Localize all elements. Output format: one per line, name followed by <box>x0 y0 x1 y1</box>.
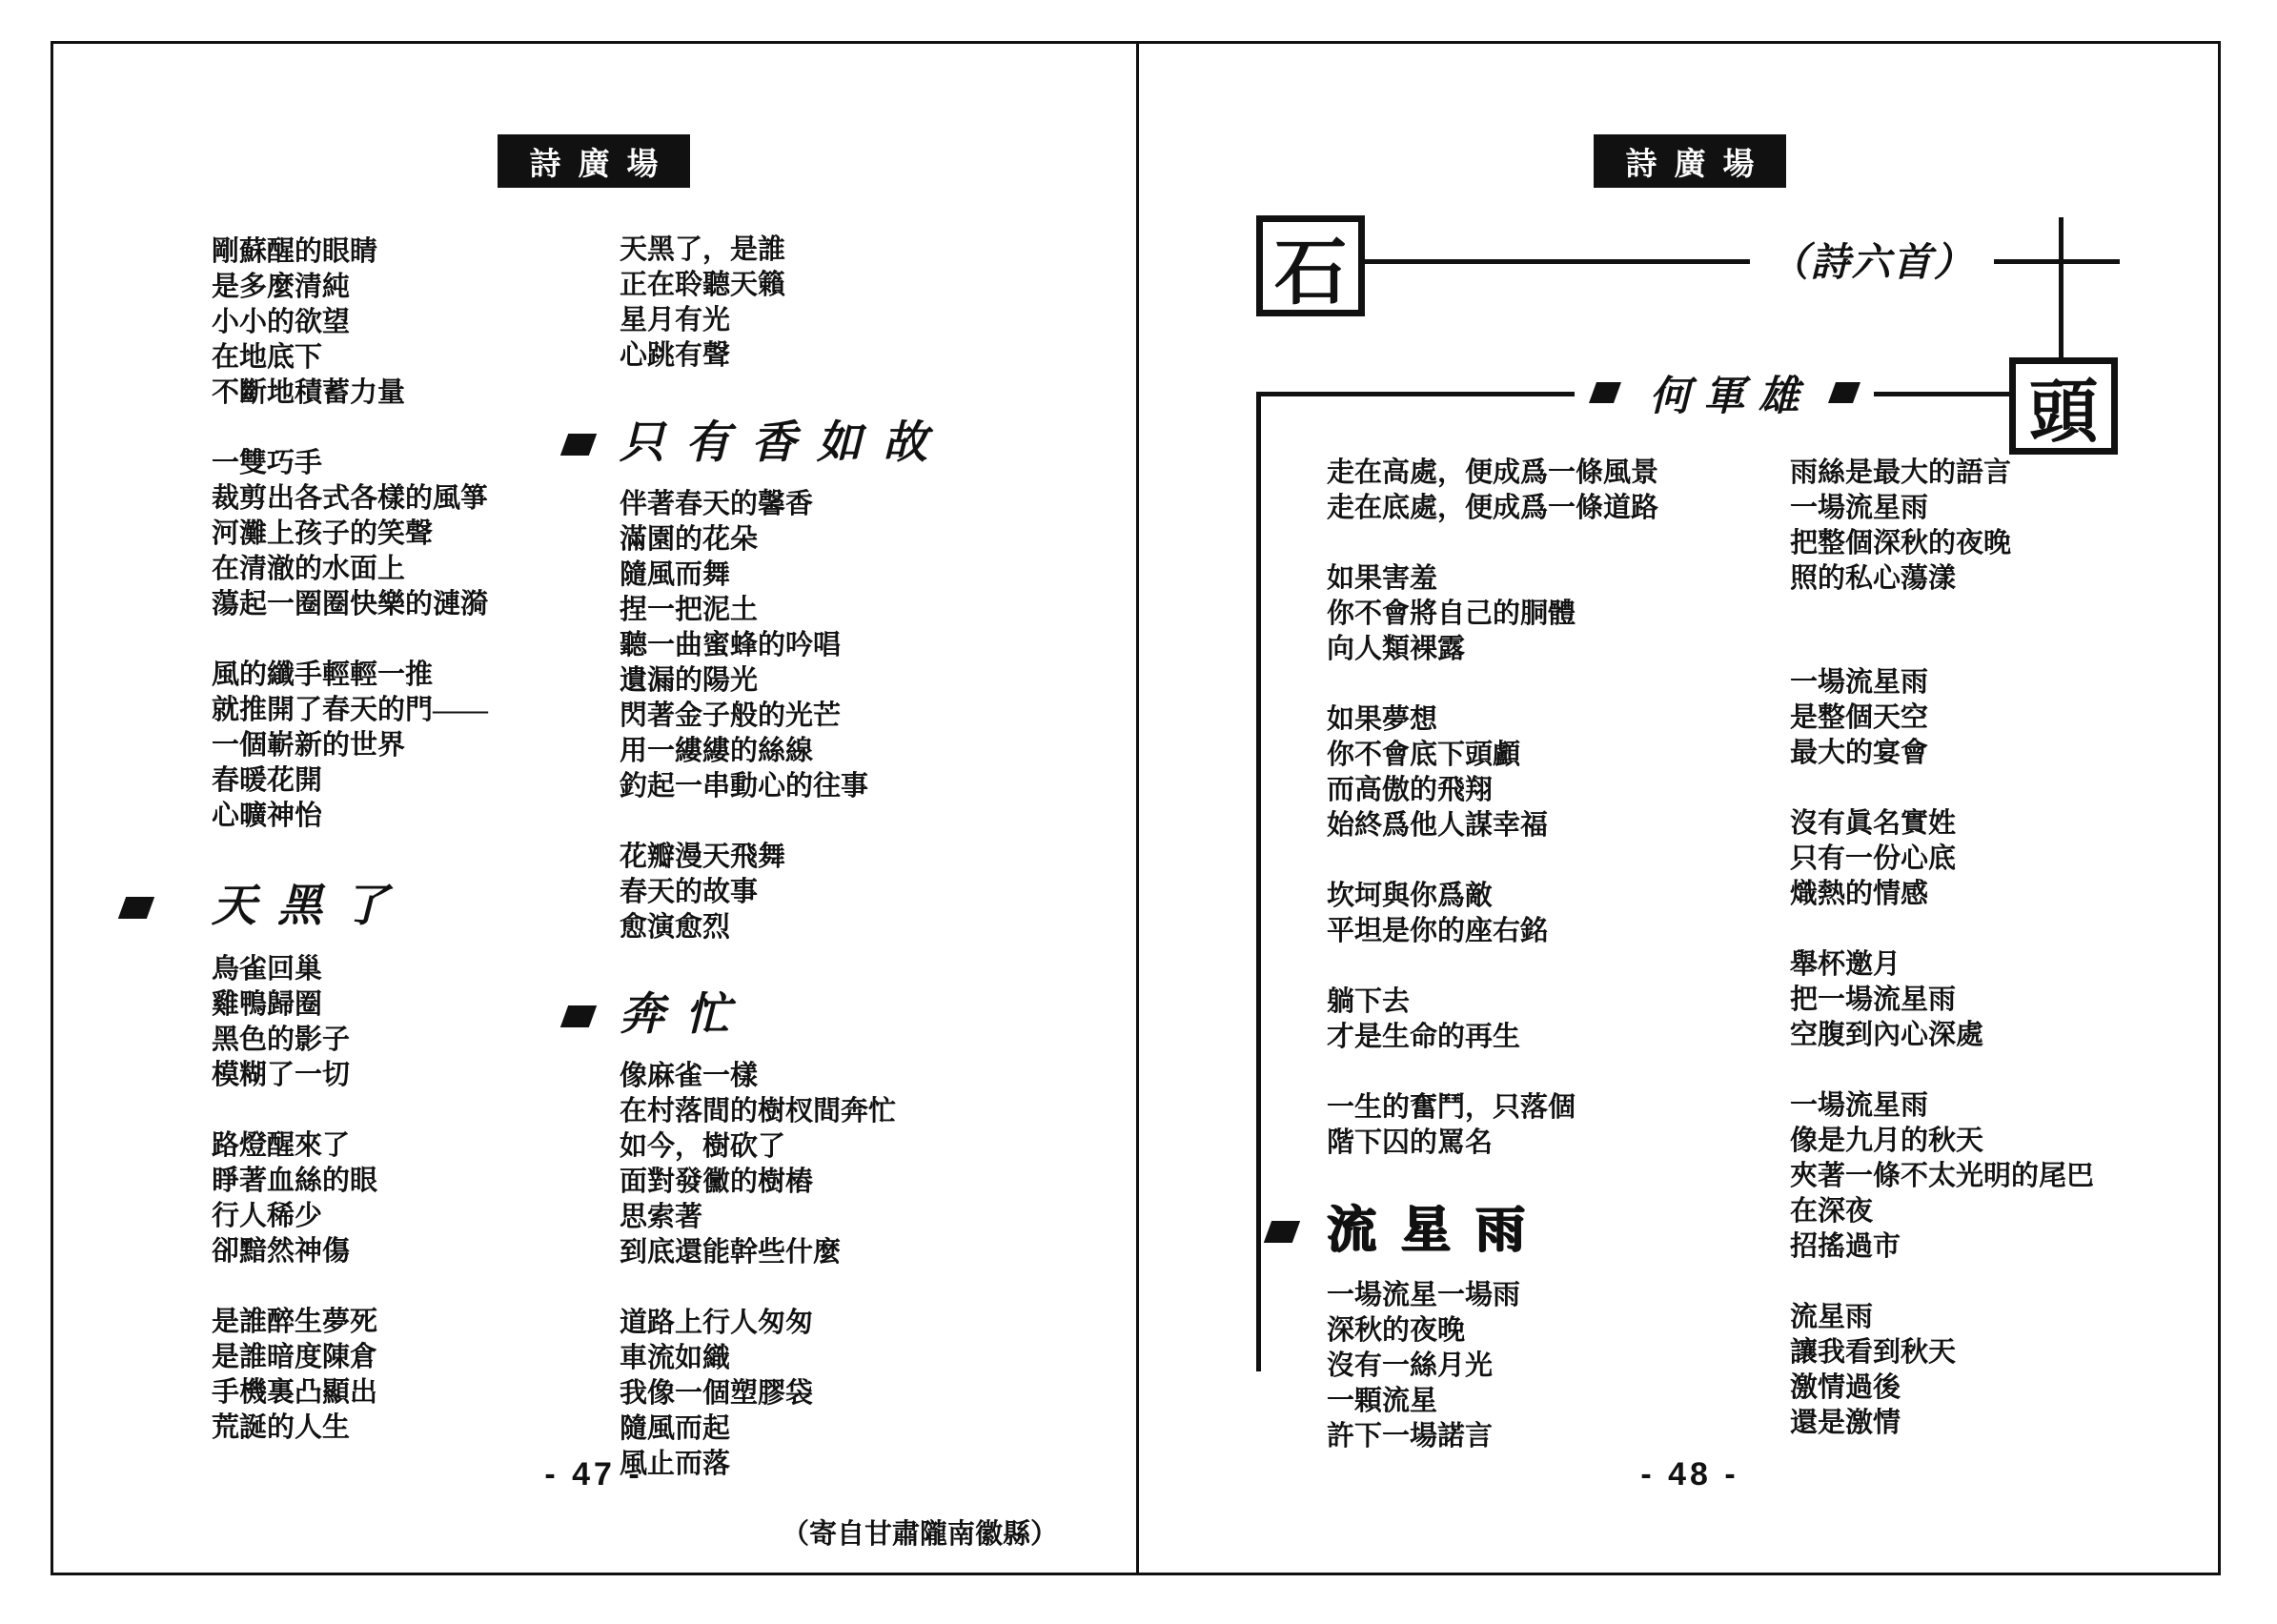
poem-line: 在村落間的樹杈間奔忙 <box>620 1096 897 1127</box>
poem-line: 把整個深秋的夜晚 <box>1790 528 2012 558</box>
poem-title <box>620 409 1115 477</box>
poem-line: 一個嶄新的世界 <box>212 730 406 761</box>
stanza <box>1790 947 2238 1053</box>
poem-line: 在地底下 <box>212 342 323 373</box>
poem-line: 心跳有聲 <box>620 340 731 371</box>
poem-line: 雨絲是最大的語言 <box>1790 457 2012 488</box>
poem-line: 春天的故事 <box>620 877 759 907</box>
poem-line: 走在底處，便成爲一條道路 <box>1327 493 1659 523</box>
poem-line: 空腹到內心深處 <box>1790 1020 1984 1050</box>
poem-line: 愈演愈烈 <box>620 912 731 943</box>
stanza <box>212 658 612 834</box>
poem-line: 如果夢想 <box>1327 704 1438 735</box>
poem-line: 閃著金子般的光芒 <box>620 700 842 731</box>
poem-line: 隨風而舞 <box>620 559 731 590</box>
poem-line: 釣起一串動心的往事 <box>620 771 869 802</box>
poem-line: 黑色的影子 <box>212 1025 351 1055</box>
stanza <box>1790 806 2238 912</box>
poem-line: 沒有一絲月光 <box>1327 1350 1494 1381</box>
poem-line: 在深夜 <box>1790 1196 1874 1227</box>
stanza <box>620 1306 1115 1482</box>
poem-count-subtitle: （詩六首） <box>1750 231 1994 287</box>
poem-line: 我像一個塑膠袋 <box>620 1378 814 1409</box>
poem-line: 睜著血絲的眼 <box>212 1166 378 1196</box>
poem-line: 階下囚的罵名 <box>1327 1127 1494 1158</box>
poem-line: 天黑了，是誰 <box>620 234 786 265</box>
poem-line: 夾著一條不太光明的尾巴 <box>1790 1161 2095 1191</box>
poem-line: 沒有眞名實姓 <box>1790 808 1957 839</box>
poem-line: 熾熱的情感 <box>1790 879 1929 909</box>
poem-line: 春暖花開 <box>212 765 323 796</box>
poem-line: 蕩起一圈圈快樂的漣漪 <box>212 589 489 619</box>
stanza <box>1327 879 1860 949</box>
stanza <box>1790 456 2238 597</box>
poem-line: 深秋的夜晚 <box>1327 1315 1466 1346</box>
poem-title-text: 天黑了 <box>212 881 409 931</box>
section-header-left <box>498 134 690 188</box>
author-connector-line <box>1874 392 2009 396</box>
poem-line: 激情過後 <box>1790 1372 1901 1403</box>
poem-line: 心曠神怡 <box>212 801 323 831</box>
stanza <box>212 446 612 622</box>
title-connector-line <box>2059 217 2064 357</box>
sender-attribution: （寄自甘肅隴南徽縣） <box>781 1519 1058 1550</box>
stanza <box>1327 456 1860 526</box>
poem-line: 風止而落 <box>620 1449 731 1479</box>
poem-line: 伴著春天的馨香 <box>620 489 814 519</box>
poem-line: 思索著 <box>620 1202 703 1232</box>
poem-line: 像是九月的秋天 <box>1790 1126 1984 1156</box>
poem-line: 把一場流星雨 <box>1790 985 1957 1015</box>
poem-title <box>1327 1196 1860 1265</box>
stanza <box>212 952 612 1093</box>
poem-line: 車流如織 <box>620 1343 731 1373</box>
poem-line: 而高傲的飛翔 <box>1327 775 1494 805</box>
page-number-48: - 48 - <box>1640 1456 1739 1492</box>
author-row <box>1575 365 1874 420</box>
title-connector-line <box>1994 259 2120 264</box>
poem-line: 小小的欲望 <box>212 307 351 337</box>
poem-line: 手機裏凸顯出 <box>212 1377 378 1408</box>
title-marker-icon <box>1827 382 1860 403</box>
poem-line: 一場流星一場雨 <box>1327 1280 1521 1310</box>
right-page-column-2 <box>1790 456 2238 1476</box>
poem-line: 剛蘇醒的眼睛 <box>212 236 378 267</box>
poem-line: 路燈醒來了 <box>212 1130 351 1161</box>
left-page-column-2 <box>620 233 1115 1553</box>
stanza <box>1790 1300 2238 1441</box>
stanza <box>620 840 1115 945</box>
poem-line: 流星雨 <box>1790 1302 1874 1332</box>
poem-line: 平坦是你的座右銘 <box>1327 916 1549 946</box>
poem-line: 照的私心蕩漾 <box>1790 563 1957 594</box>
poem-line: 始終爲他人謀幸福 <box>1327 810 1549 841</box>
poem-line: 是整個天空 <box>1790 702 1929 733</box>
poem-line: 是誰暗度陳倉 <box>212 1342 378 1372</box>
stanza <box>620 1059 1115 1270</box>
stanza <box>1327 985 1860 1055</box>
poem-line: 用一縷縷的絲線 <box>620 736 814 766</box>
poem-line: 滿園的花朵 <box>620 524 759 555</box>
stanza <box>620 233 1115 374</box>
title-char-box-head <box>2009 357 2118 455</box>
poem-line: 像麻雀一樣 <box>620 1061 759 1091</box>
poem-line: 花瓣漫天飛舞 <box>620 842 786 872</box>
poem-line: 讓我看到秋天 <box>1790 1337 1957 1368</box>
author-connector-line <box>1256 392 1575 396</box>
title-char-box-stone <box>1256 215 1365 316</box>
poem-line: 許下一場諾言 <box>1327 1421 1494 1451</box>
poem-line: 坎坷與你爲敵 <box>1327 881 1494 911</box>
author-name: 何軍雄 <box>1649 374 1813 419</box>
page-number-47: - 47 - <box>544 1456 643 1492</box>
poem-line: 是誰醉生夢死 <box>212 1307 378 1337</box>
poem-line: 鳥雀回巢 <box>212 954 323 985</box>
poem-line: 一雙巧手 <box>212 448 323 478</box>
poem-line: 荒誕的人生 <box>212 1412 351 1443</box>
poem-line: 到底還能幹些什麼 <box>620 1237 842 1268</box>
poem-line: 一顆流星 <box>1327 1386 1438 1416</box>
column-rule <box>1256 392 1261 1371</box>
poem-line: 風的纖手輕輕一推 <box>212 660 434 690</box>
poem-line: 雞鴨歸圈 <box>212 989 323 1020</box>
poem-line: 道路上行人匆匆 <box>620 1308 814 1338</box>
poem-line: 一場流星雨 <box>1790 667 1929 698</box>
left-page-column-1 <box>212 234 612 1481</box>
poem-line: 星月有光 <box>620 305 731 335</box>
poem-line: 隨風而起 <box>620 1413 731 1444</box>
poem-line: 遺漏的陽光 <box>620 665 759 696</box>
stanza <box>212 234 612 411</box>
poem-title-text: 奔忙 <box>620 989 751 1040</box>
title-char-stone: 石 <box>1274 232 1347 314</box>
poem-line: 正在聆聽天籟 <box>620 270 786 300</box>
stanza <box>1327 1090 1860 1161</box>
right-page-column-1 <box>1327 456 1860 1490</box>
section-header-label: 詩廣場 <box>529 145 676 181</box>
poem-title <box>620 981 1115 1049</box>
poem-line: 在清澈的水面上 <box>212 554 406 584</box>
poem-line: 就推開了春天的門—— <box>212 695 489 725</box>
stanza <box>620 487 1115 804</box>
poem-line: 如今，樹砍了 <box>620 1131 786 1162</box>
poem-line: 你不會底下頭顱 <box>1327 740 1521 770</box>
title-connector-line <box>1363 259 1754 264</box>
stanza <box>1790 1088 2238 1265</box>
poem-line: 只有一份心底 <box>1790 843 1957 874</box>
poem-line: 捏一把泥土 <box>620 595 759 625</box>
poem-line: 最大的宴會 <box>1790 738 1929 768</box>
poem-title <box>212 872 612 941</box>
poem-line: 躺下去 <box>1327 986 1411 1017</box>
poem-line: 模糊了一切 <box>212 1060 351 1090</box>
poem-line: 舉杯邀月 <box>1790 949 1901 980</box>
poem-line: 如果害羞 <box>1327 563 1438 594</box>
poem-line: 向人類裸露 <box>1327 634 1466 664</box>
poem-line: 面對發黴的樹樁 <box>620 1167 814 1197</box>
stanza <box>1790 665 2238 771</box>
poem-line: 走在高處，便成爲一條風景 <box>1327 457 1659 488</box>
poem-line: 不斷地積蓄力量 <box>212 377 406 408</box>
stanza <box>1327 561 1860 667</box>
poem-line: 還是激情 <box>1790 1408 1901 1438</box>
poem-line: 一生的奮鬥，只落個 <box>1327 1092 1576 1123</box>
title-char-head: 頭 <box>2028 375 2098 451</box>
poem-title-text: 只有香如故 <box>620 417 948 468</box>
page-gutter-divider <box>1136 41 1139 1575</box>
stanza <box>212 1305 612 1446</box>
poem-title-text: 流星雨 <box>1327 1202 1551 1258</box>
poem-line: 行人稀少 <box>212 1201 323 1231</box>
poem-line: 裁剪出各式各樣的風箏 <box>212 483 489 514</box>
poem-line: 聽一曲蜜蜂的吟唱 <box>620 630 842 660</box>
poem-line: 河灘上孩子的笑聲 <box>212 518 434 549</box>
poem-line: 一場流星雨 <box>1790 493 1929 523</box>
stanza <box>1327 702 1860 843</box>
section-header-label: 詩廣場 <box>1625 145 1772 181</box>
poem-line: 一場流星雨 <box>1790 1090 1929 1121</box>
stanza <box>212 1128 612 1269</box>
section-header-right <box>1594 134 1786 188</box>
poem-line: 招搖過市 <box>1790 1231 1901 1262</box>
poem-line: 卻黯然神傷 <box>212 1236 351 1267</box>
poem-line: 是多麼清純 <box>212 272 351 302</box>
poem-line: 你不會將自己的胴體 <box>1327 599 1576 629</box>
poem-line: 才是生命的再生 <box>1327 1022 1521 1052</box>
title-marker-icon <box>1588 382 1620 403</box>
stanza <box>1327 1278 1860 1454</box>
